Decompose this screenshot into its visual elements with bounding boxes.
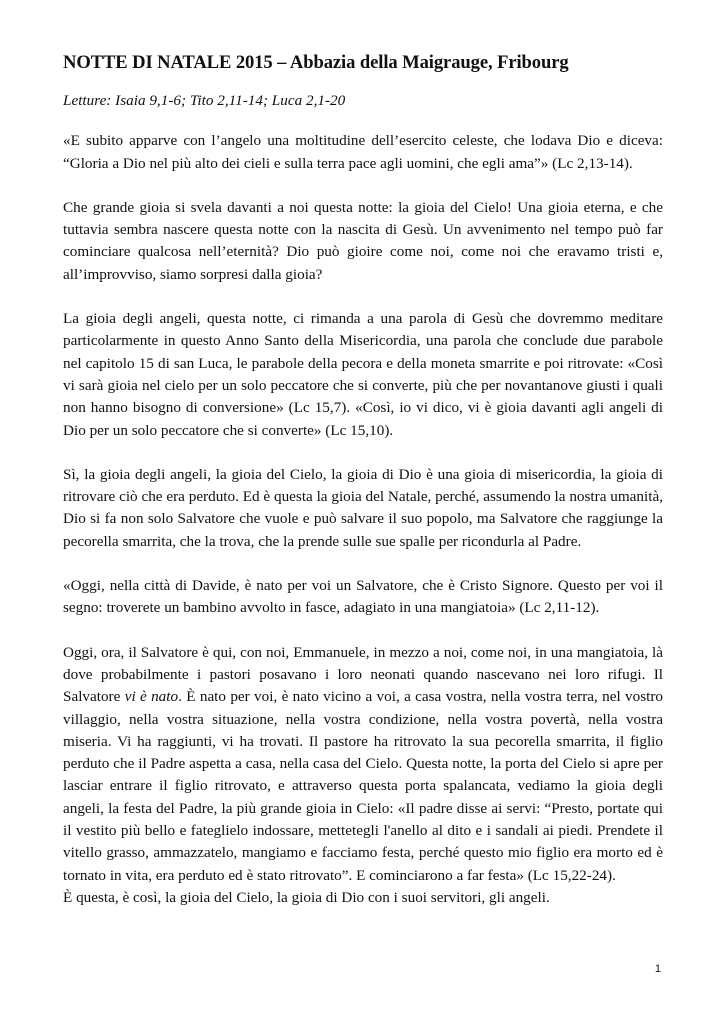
paragraph (63, 130, 663, 175)
paragraph-text: Sì, la gioia degli angeli, la gioia del Cielo, la gioia di Dio è una gioia di misericordia, la gioia di ritrovare ciò che era perduto. Ed è questa la gioia del Natale, perché, assumendo la nostra umanità, Dio si fa non solo Salvatore che vuole e può salvare il suo popolo, ma Salvatore che raggiunge la pecorella smarrita, che la trova, che la prende sulle sue spalle per ricondurla al Padre. (63, 465, 663, 550)
paragraph (63, 575, 663, 620)
paragraph-text: La gioia degli angeli, questa notte, ci rimanda a una parola di Gesù che dovremmo meditare particolarmente in questo Anno Santo della Misericordia, una parola che conclude due parabole nel capitolo 15 di san Luca, le parabole della pecora e della moneta smarrite e poi ritrovate: «Così vi sarà gioia nel cielo per un solo peccatore che si converte, più che per novantanove giusti i quali non hanno bisogno di conversione» (Lc 15,7). «Così, io vi dico, vi è gioia davanti agli angeli di Dio per un solo peccatore che si converte» (Lc 15,10). (63, 310, 663, 439)
document-page (63, 50, 663, 931)
paragraph (63, 887, 663, 909)
paragraph-text: «E subito apparve con l’angelo una moltitudine dell’esercito celeste, che lodava Dio e diceva: “Gloria a Dio nel più alto dei cieli e sulla terra pace agli uomini, che egli ama”» (Lc 2,13-14). (63, 132, 663, 172)
paragraph-text: Oggi, ora, il Salvatore è qui, con noi, Emmanuele, in mezzo a noi, come noi, in una mangiatoia, là dove probabilmente i pastori posavano i loro neonati quando nascevano nei loro rifugi. Il Salvatore (63, 643, 663, 706)
page-number: 1 (654, 963, 661, 975)
paragraph-text: È questa, è così, la gioia del Cielo, la gioia di Dio con i suoi servitori, gli angeli. (63, 888, 550, 906)
italic-phrase: vi è nato (124, 688, 179, 706)
paragraph (63, 197, 663, 286)
document-title: NOTTE DI NATALE 2015 – Abbazia della Maigrauge, Fribourg (63, 52, 569, 73)
paragraph (63, 642, 663, 887)
paragraph-text: . È nato per voi, è nato vicino a voi, a casa vostra, nella vostra terra, nel vostro villaggio, nella vostra situazione, nella vostra condizione, nella vostra povertà, nella vostra miseria. Vi ha raggiunti, vi ha trovati. Il pastore ha ritrovato la sua pecorella smarrita, il figlio perduto che il Padre aspetta a casa, nella casa del Cielo. Questa notte, la porta del Cielo si apre per lasciar entrare il figlio ritrovato, e attraverso questa porta spalancata, vediamo la gioia degli angeli, la festa del Padre, la più grande gioia in Cielo: «Il padre disse ai servi: “Presto, portate qui il vestito più bello e fateglielo indossare, mettetegli l'anello al dito e i sandali ai piedi. Prendete il vitello grasso, ammazzatelo, mangiamo e facciamo festa, perché questo mio figlio era morto ed è tornato in vita, era perduto ed è stato ritrovato”. E cominciarono a far festa» (Lc 15,22-24). (63, 688, 664, 884)
paragraph (63, 464, 663, 553)
paragraph (63, 308, 663, 442)
paragraph-text: «Oggi, nella città di Davide, è nato per voi un Salvatore, che è Cristo Signore. Questo per voi il segno: troverete un bambino avvolto in fasce, adagiato in una mangiatoia» (Lc 2,11-12). (63, 577, 663, 617)
paragraph-text: Che grande gioia si svela davanti a noi questa notte: la gioia del Cielo! Una gioia eterna, e che tuttavia sembra nascere questa notte con la nascita di Gesù. Un avvenimento nel tempo può far cominciare qualcosa nell’eternità? Dio può gioire come noi, come noi che eravamo tristi e, all’improvviso, siamo sorpresi dalla gioia? (63, 198, 663, 283)
readings-line: Letture: Isaia 9,1-6; Tito 2,11-14; Luca 2,1-20 (63, 92, 346, 109)
